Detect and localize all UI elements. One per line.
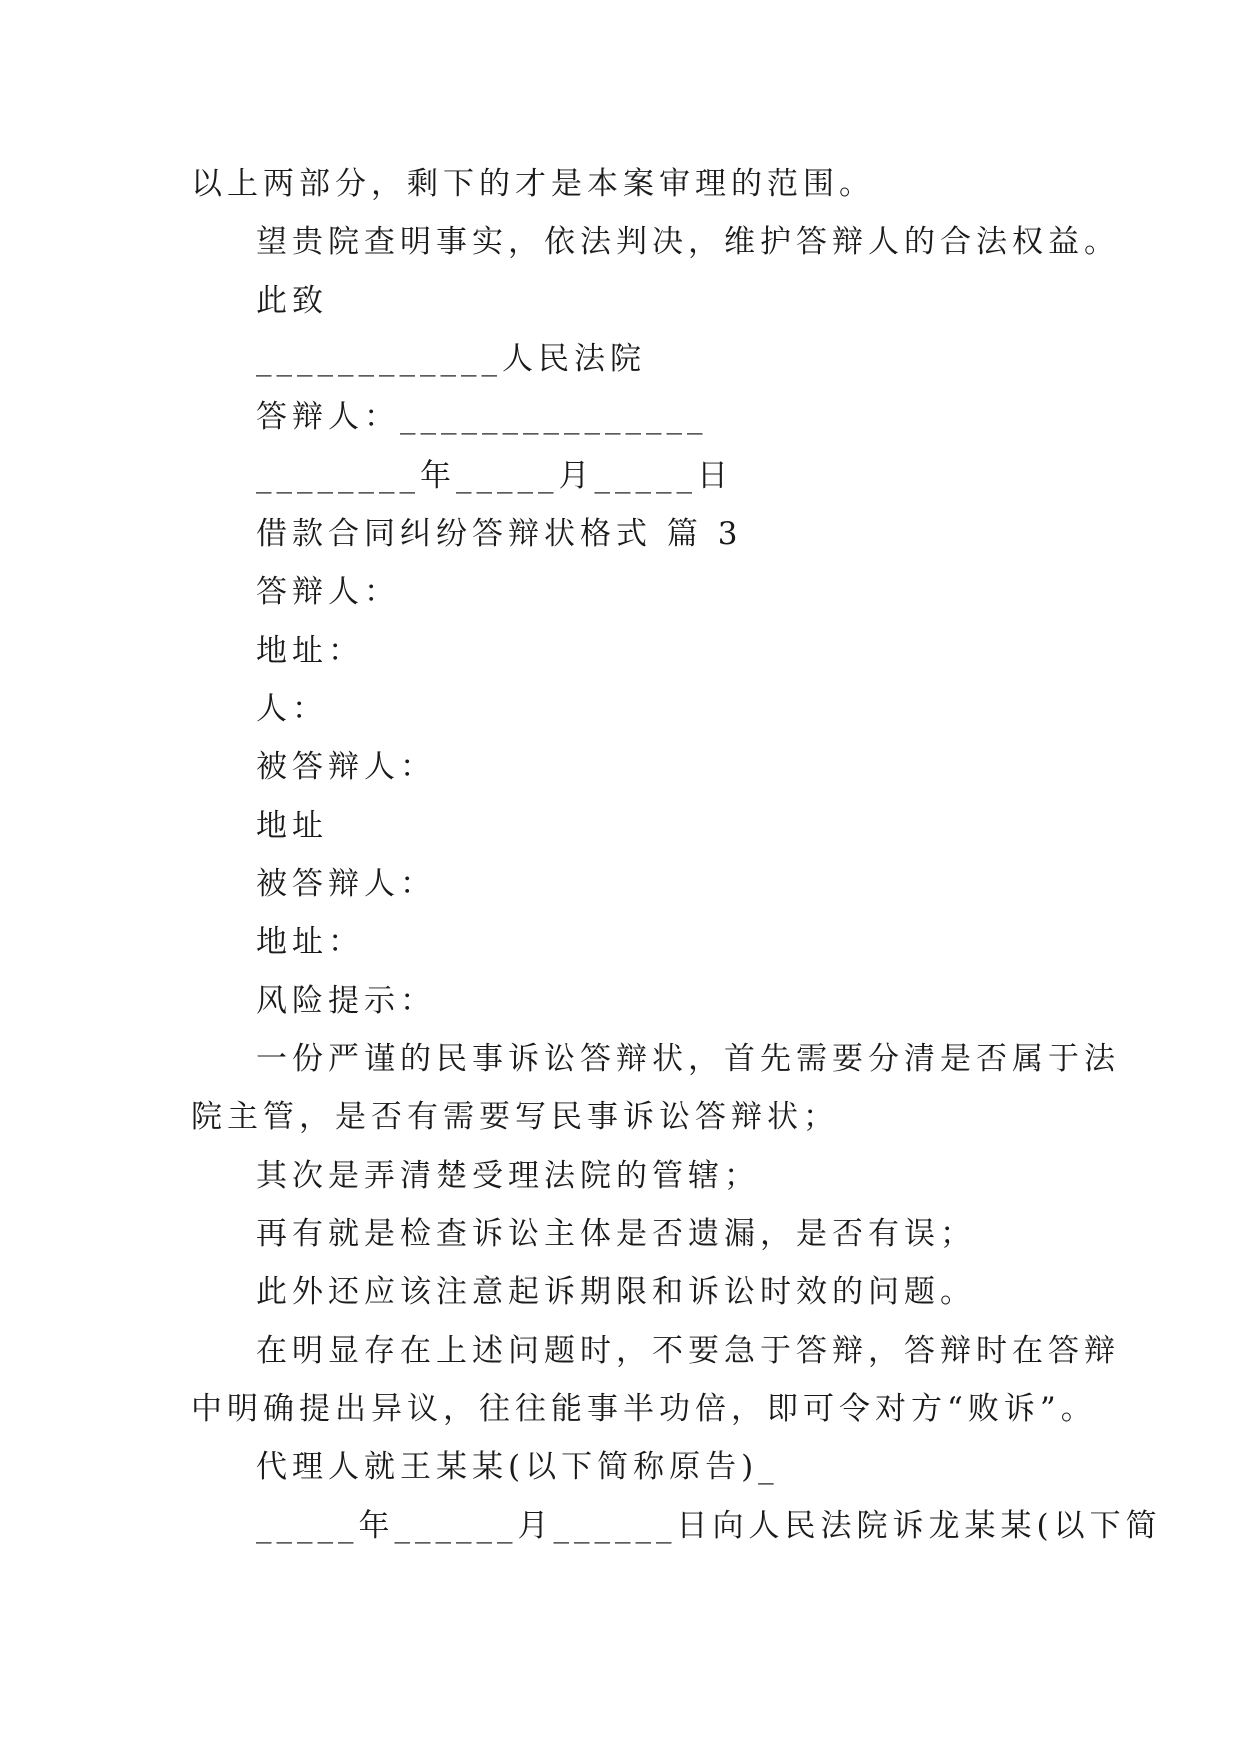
court-blank-line: ____________人民法院 bbox=[256, 341, 646, 377]
paragraph-line: 再有就是检查诉讼主体是否遗漏，是否有误； bbox=[256, 1216, 976, 1252]
field-line: 地址： bbox=[256, 633, 364, 669]
paragraph-line: 在明显存在上述问题时，不要急于答辩，答辩时在答辩 bbox=[256, 1333, 1120, 1369]
paragraph-line: 院主管，是否有需要写民事诉讼答辩状； bbox=[191, 1099, 839, 1135]
section-heading: 借款合同纠纷答辩状格式 篇 3 bbox=[256, 516, 743, 552]
field-line: 地址 bbox=[256, 808, 328, 844]
field-line: 地址： bbox=[256, 924, 364, 960]
paragraph-line: 望贵院查明事实，依法判决，维护答辩人的合法权益。 bbox=[256, 224, 1120, 260]
risk-heading: 风险提示： bbox=[256, 983, 436, 1019]
field-line: 被答辩人： bbox=[256, 749, 436, 785]
field-line: 答辩人： bbox=[256, 574, 400, 610]
respondent-signature-line: 答辩人：_______________ bbox=[256, 399, 708, 435]
paragraph-line: 此外还应该注意起诉期限和诉讼时效的问题。 bbox=[256, 1274, 976, 1310]
paragraph-line: _____年______月______日向人民法院诉龙某某(以下简 bbox=[256, 1508, 1162, 1544]
salutation-line: 此致 bbox=[256, 283, 328, 319]
paragraph-line: 一份严谨的民事诉讼答辩状，首先需要分清是否属于法 bbox=[256, 1041, 1120, 1077]
field-line: 被答辩人： bbox=[256, 866, 436, 902]
paragraph-line: 代理人就王某某(以下简称原告)_ bbox=[256, 1449, 779, 1485]
paragraph-line: 其次是弄清楚受理法院的管辖； bbox=[256, 1158, 760, 1194]
paragraph-line: 以上两部分，剩下的才是本案审理的范围。 bbox=[191, 166, 875, 202]
field-line: 人： bbox=[256, 691, 328, 727]
date-blank-line: ________年_____月_____日 bbox=[256, 458, 733, 494]
paragraph-line: 中明确提出异议，往往能事半功倍，即可令对方“败诉”。 bbox=[191, 1391, 1097, 1427]
